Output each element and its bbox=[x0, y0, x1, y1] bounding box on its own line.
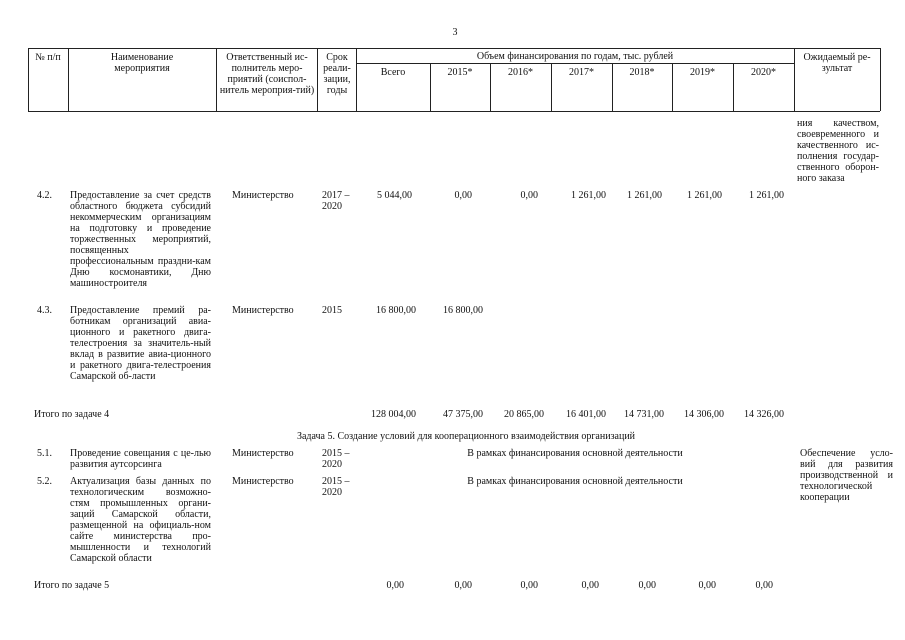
row-result: Обеспечение усло-вий для развития производственной и технологической кооперации bbox=[800, 448, 893, 503]
row-num: 4.2. bbox=[37, 190, 52, 201]
total-task5-2019: 0,00 bbox=[698, 580, 716, 591]
total-task4-2017: 16 401,00 bbox=[566, 409, 606, 420]
total-task5-2015: 0,00 bbox=[454, 580, 472, 591]
total-task5-2016: 0,00 bbox=[520, 580, 538, 591]
header-funding-title: Объем финансирования по годам, тыс. рублей bbox=[476, 51, 674, 62]
continuation-result: ния качеством, своевременного и качественного ис-полнения государ-ственного оборон-ного заказа bbox=[797, 118, 879, 184]
total-task5-2017: 0,00 bbox=[581, 580, 599, 591]
page-number: 3 bbox=[452, 27, 458, 38]
header-year-2017: 2017* bbox=[569, 67, 594, 78]
header-name: Наименование мероприятия bbox=[110, 52, 174, 74]
total-task4-2020: 14 326,00 bbox=[744, 409, 784, 420]
row-2015: 0,00 bbox=[454, 190, 472, 201]
row-2015: 16 800,00 bbox=[443, 305, 483, 316]
header-year-2015: 2015* bbox=[447, 67, 473, 78]
row-term: 2015 bbox=[322, 305, 342, 316]
header-top-border bbox=[28, 48, 880, 49]
total-task4-2018: 14 731,00 bbox=[624, 409, 664, 420]
total-task4-total: 128 004,00 bbox=[371, 409, 416, 420]
row-num: 5.2. bbox=[37, 476, 52, 487]
row-name: Предоставление за счет средств областного бюджета субсидий некоммерческим организациям на подготовку и проведение торжественных мероприятий, посвященных профессиональным праздни-кам Дню космонавтики, Дню машиностроителя bbox=[70, 190, 211, 289]
row-term: 2017 – 2020 bbox=[322, 190, 350, 212]
header-bottom-border bbox=[28, 111, 880, 112]
total-task5-2018: 0,00 bbox=[638, 580, 656, 591]
task5-title: Задача 5. Создание условий для кооперационного взаимодействия организаций bbox=[296, 431, 636, 442]
row-num: 5.1. bbox=[37, 448, 52, 459]
row-responsible: Министерство bbox=[232, 190, 294, 201]
header-year-2018: 2018* bbox=[629, 67, 655, 78]
header-term: Срок реали-зации, годы bbox=[323, 52, 351, 96]
total-task4-2015: 47 375,00 bbox=[443, 409, 483, 420]
row-name: Актуализация базы данных по технологическим возможно-стям промышленных органи-заций Самарской области, размещенной на официаль-ном сайте министерства про-мышленности и технологий Самарской области bbox=[70, 476, 211, 564]
total-task4-label: Итого по задаче 4 bbox=[34, 409, 110, 420]
col-border bbox=[317, 48, 318, 111]
row-term: 2015 – 2020 bbox=[322, 476, 350, 498]
row-2019: 1 261,00 bbox=[687, 190, 722, 201]
total-task4-2019: 14 306,00 bbox=[684, 409, 724, 420]
row-2018: 1 261,00 bbox=[627, 190, 662, 201]
row-funding-note: В рамках финансирования основной деятельности bbox=[467, 476, 683, 487]
col-border bbox=[68, 48, 69, 111]
row-2016: 0,00 bbox=[520, 190, 538, 201]
row-name: Предоставление премий ра-ботникам организаций авиа-ционного и ракетного двига-телестроения за значитель-ный вклад в развитие авиа-ционного и ракетного двига-телестроения Самарской об-ласти bbox=[70, 305, 211, 382]
header-result: Ожидаемый ре-зультат bbox=[803, 52, 871, 74]
total-task5-2020: 0,00 bbox=[755, 580, 773, 591]
row-2020: 1 261,00 bbox=[749, 190, 784, 201]
col-border bbox=[880, 48, 881, 111]
row-responsible: Министерство bbox=[232, 476, 294, 487]
total-task4-2016: 20 865,00 bbox=[504, 409, 544, 420]
header-num: № п/п bbox=[35, 52, 61, 63]
header-year-2019: 2019* bbox=[690, 67, 715, 78]
row-total: 5 044,00 bbox=[377, 190, 412, 201]
row-num: 4.3. bbox=[37, 305, 52, 316]
funding-subheader-border bbox=[356, 63, 794, 64]
row-total: 16 800,00 bbox=[376, 305, 416, 316]
header-total: Всего bbox=[380, 67, 406, 78]
header-responsible: Ответственный ис-полнитель меро-приятий (соиспол-нитель мероприя-тий) bbox=[219, 52, 315, 96]
row-name: Проведение совещания с це-лью развития аутсорсинга bbox=[70, 448, 211, 470]
total-task5-total: 0,00 bbox=[386, 580, 404, 591]
row-2017: 1 261,00 bbox=[571, 190, 606, 201]
row-term: 2015 – 2020 bbox=[322, 448, 350, 470]
header-year-2020: 2020* bbox=[751, 67, 776, 78]
header-year-2016: 2016* bbox=[508, 67, 533, 78]
row-responsible: Министерство bbox=[232, 305, 294, 316]
total-task5-label: Итого по задаче 5 bbox=[34, 580, 110, 591]
col-border bbox=[794, 48, 795, 111]
row-responsible: Министерство bbox=[232, 448, 294, 459]
row-funding-note: В рамках финансирования основной деятельности bbox=[467, 448, 683, 459]
col-border bbox=[216, 48, 217, 111]
